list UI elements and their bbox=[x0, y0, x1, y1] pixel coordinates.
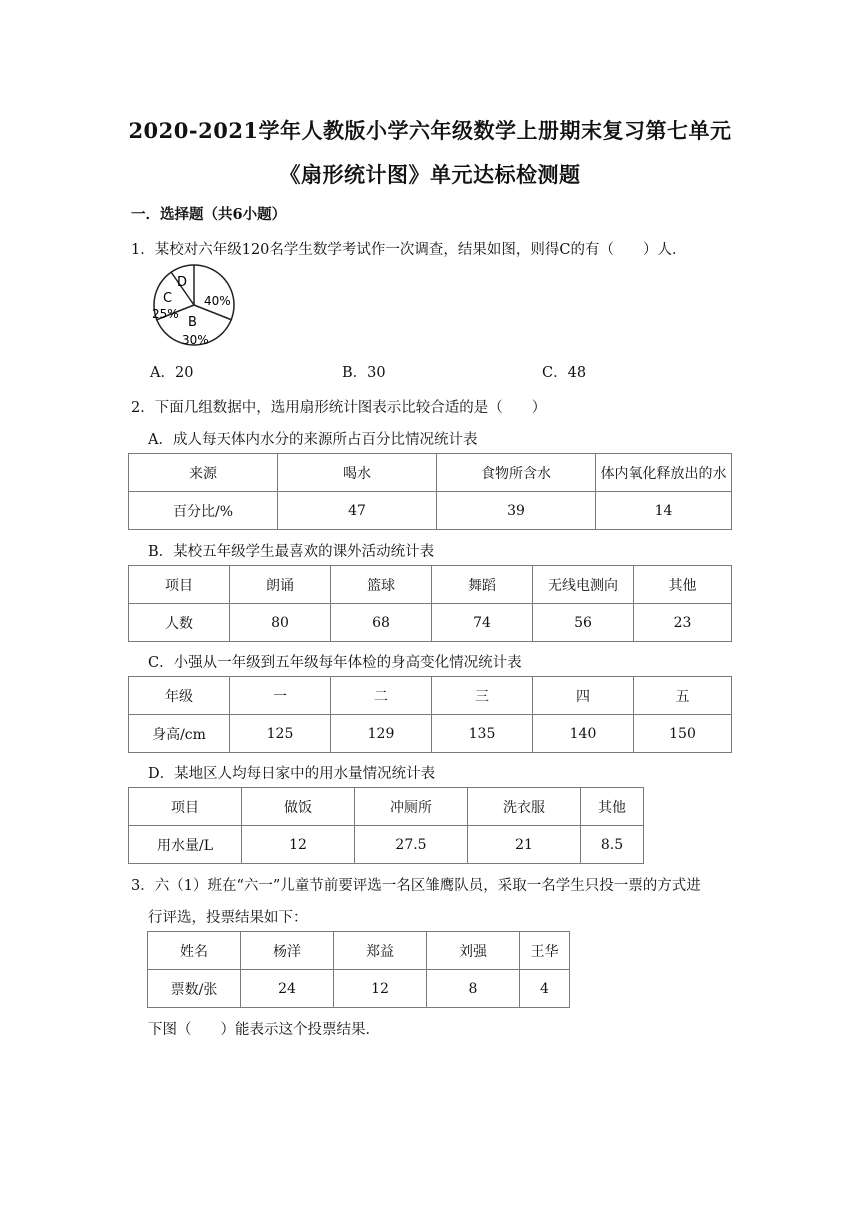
pie-chart bbox=[148, 262, 244, 350]
table-votes bbox=[147, 931, 570, 1008]
table-cell: 洗衣服 bbox=[468, 788, 581, 826]
table-cell: 一 bbox=[230, 677, 331, 715]
table-cell: 五 bbox=[634, 677, 732, 715]
table-row bbox=[148, 932, 570, 970]
table-cell: 人数 bbox=[129, 604, 230, 642]
table-cell: 14 bbox=[596, 492, 732, 530]
table-water-usage bbox=[128, 787, 644, 864]
table-cell: 年级 bbox=[129, 677, 230, 715]
table-row bbox=[148, 970, 570, 1008]
q2-option-c-title: C．小强从一年级到五年级每年体检的身高变化情况统计表 bbox=[148, 655, 522, 671]
table-cell: 杨洋 bbox=[241, 932, 334, 970]
pie-label-c: C bbox=[163, 291, 173, 306]
table-cell: 做饭 bbox=[242, 788, 355, 826]
table-cell: 郑益 bbox=[334, 932, 427, 970]
q2-option-d-title: D．某地区人均每日家中的用水量情况统计表 bbox=[148, 766, 436, 782]
table-row bbox=[129, 604, 732, 642]
table-cell: 21 bbox=[468, 826, 581, 864]
question-3-text-line-2: 行评选，投票结果如下： bbox=[148, 910, 308, 926]
question-3-after-text: 下图（ ）能表示这个投票结果． bbox=[148, 1022, 380, 1038]
pie-label-a-percent: 40% bbox=[204, 294, 231, 308]
title-line-2: 《扇形统计图》单元达标检测题 bbox=[279, 162, 581, 187]
q1-option-c: C．48 bbox=[542, 365, 587, 381]
table-cell: 39 bbox=[437, 492, 596, 530]
table-row bbox=[129, 826, 644, 864]
table-cell: 姓名 bbox=[148, 932, 241, 970]
table-cell: 125 bbox=[230, 715, 331, 753]
table-cell: 56 bbox=[533, 604, 634, 642]
table-cell: 80 bbox=[230, 604, 331, 642]
q2-option-b-title: B．某校五年级学生最喜欢的课外活动统计表 bbox=[148, 544, 435, 560]
table-cell: 8.5 bbox=[581, 826, 644, 864]
table-cell: 其他 bbox=[634, 566, 732, 604]
table-cell: 四 bbox=[533, 677, 634, 715]
table-cell: 刘强 bbox=[427, 932, 520, 970]
table-cell: 140 bbox=[533, 715, 634, 753]
table-cell: 冲厕所 bbox=[355, 788, 468, 826]
table-cell: 食物所含水 bbox=[437, 454, 596, 492]
table-cell: 用水量/L bbox=[129, 826, 242, 864]
table-row bbox=[129, 788, 644, 826]
table-row bbox=[129, 454, 732, 492]
title-line-1: 2020-2021学年人教版小学六年级数学上册期末复习第七单元 bbox=[128, 118, 732, 143]
table-cell: 27.5 bbox=[355, 826, 468, 864]
table-heights bbox=[128, 676, 732, 753]
pie-label-b-percent: 30% bbox=[182, 333, 209, 347]
table-cell: 百分比/% bbox=[129, 492, 278, 530]
table-row bbox=[129, 566, 732, 604]
table-activities bbox=[128, 565, 732, 642]
question-1-text: 1．某校对六年级120名学生数学考试作一次调查，结果如图，则得C的有（ ）人． bbox=[131, 242, 687, 258]
table-cell: 24 bbox=[241, 970, 334, 1008]
table-cell: 无线电测向 bbox=[533, 566, 634, 604]
table-cell: 项目 bbox=[129, 566, 230, 604]
table-cell: 129 bbox=[331, 715, 432, 753]
table-cell: 4 bbox=[520, 970, 570, 1008]
table-cell: 体内氧化释放出的水 bbox=[596, 454, 732, 492]
table-cell: 票数/张 bbox=[148, 970, 241, 1008]
table-cell: 朗诵 bbox=[230, 566, 331, 604]
table-cell: 150 bbox=[634, 715, 732, 753]
table-row bbox=[129, 677, 732, 715]
table-cell: 二 bbox=[331, 677, 432, 715]
table-cell: 身高/cm bbox=[129, 715, 230, 753]
table-cell: 68 bbox=[331, 604, 432, 642]
pie-label-b: B bbox=[188, 315, 197, 330]
table-cell: 8 bbox=[427, 970, 520, 1008]
q1-option-a: A．20 bbox=[150, 365, 194, 381]
q1-option-b: B．30 bbox=[342, 365, 386, 381]
table-cell: 篮球 bbox=[331, 566, 432, 604]
table-row bbox=[129, 492, 732, 530]
table-cell: 喝水 bbox=[278, 454, 437, 492]
table-cell: 47 bbox=[278, 492, 437, 530]
table-cell: 舞蹈 bbox=[432, 566, 533, 604]
q2-option-a-title: A．成人每天体内水分的来源所占百分比情况统计表 bbox=[148, 432, 478, 448]
table-cell: 王华 bbox=[520, 932, 570, 970]
table-cell: 12 bbox=[334, 970, 427, 1008]
table-cell: 74 bbox=[432, 604, 533, 642]
pie-label-d: D bbox=[177, 275, 188, 290]
table-cell: 其他 bbox=[581, 788, 644, 826]
table-cell: 项目 bbox=[129, 788, 242, 826]
table-cell: 23 bbox=[634, 604, 732, 642]
question-3-text-line-1: 3．六（1）班在“六一”儿童节前要评选一名区雏鹰队员，采取一名学生只投一票的方式进 bbox=[131, 878, 701, 894]
table-cell: 三 bbox=[432, 677, 533, 715]
table-water-source bbox=[128, 453, 732, 530]
question-2-text: 2．下面几组数据中，选用扇形统计图表示比较合适的是（ ） bbox=[131, 400, 547, 416]
table-cell: 12 bbox=[242, 826, 355, 864]
pie-label-c-percent: 25% bbox=[152, 307, 179, 321]
table-cell: 135 bbox=[432, 715, 533, 753]
table-cell: 来源 bbox=[129, 454, 278, 492]
table-row bbox=[129, 715, 732, 753]
section-heading: 一．选择题（共6小题） bbox=[131, 206, 287, 223]
